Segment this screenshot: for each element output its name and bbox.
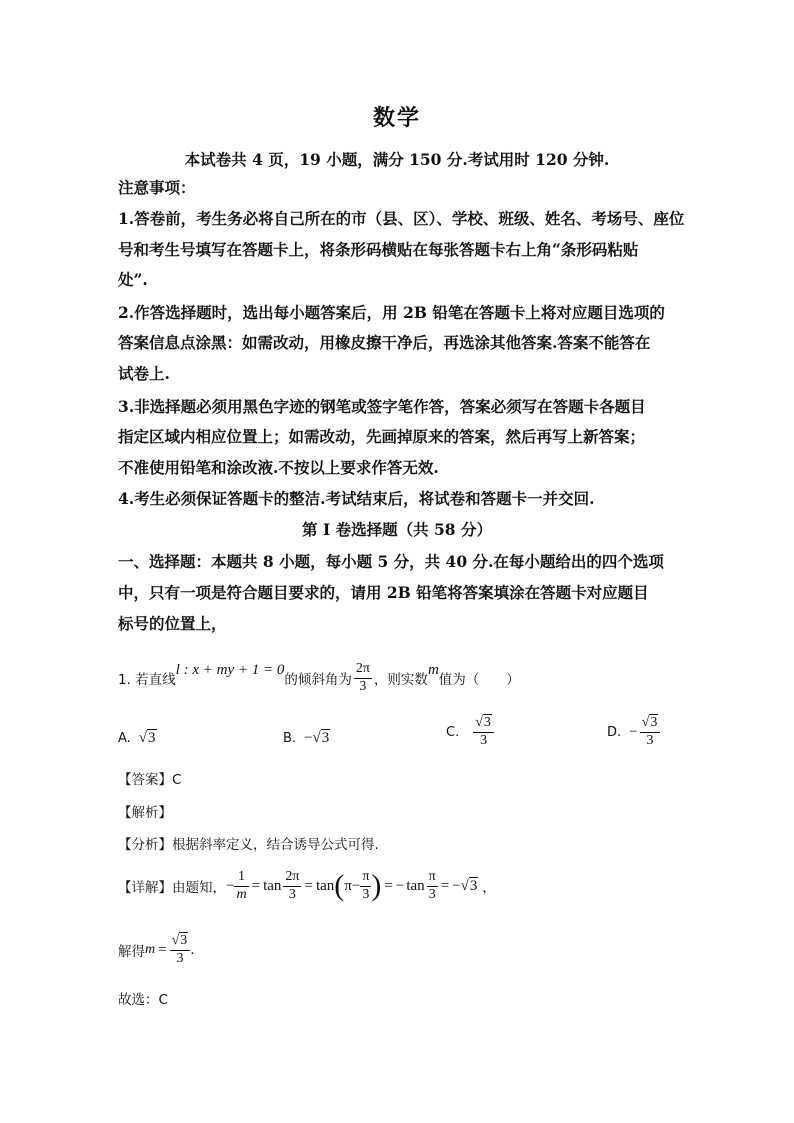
option-d xyxy=(607,710,660,754)
sqrt-symbol: √3 xyxy=(460,877,478,894)
fraction-pi-over-three xyxy=(360,869,371,902)
fraction-denominator: 3 xyxy=(283,886,301,903)
period: . xyxy=(190,942,195,958)
detail-equation xyxy=(118,862,496,910)
solve-var: m xyxy=(145,942,156,957)
sqrt-radicand: 3 xyxy=(650,715,658,731)
minus-sign: − xyxy=(395,877,405,894)
equals-sign: = xyxy=(304,877,313,894)
option-d-label: D. xyxy=(607,724,622,740)
option-b xyxy=(283,718,330,758)
equals-sign: = xyxy=(251,877,261,894)
notice-3-line-3: 不准使用铅笔和涂改液.不按以上要求作答无效. xyxy=(118,458,439,477)
sqrt-symbol: √3 xyxy=(312,729,330,746)
analysis-heading: 【解析】 xyxy=(118,805,172,821)
final-answer: 故选：C xyxy=(118,992,168,1008)
question-1-suffix-b: 值为（ ） xyxy=(438,672,520,688)
minus-sign: − xyxy=(304,729,313,746)
angle-numerator: 2π xyxy=(355,661,370,677)
page-title: 数学 xyxy=(372,105,421,131)
notice-2-line-1: 2.作答选择题时，选出每小题答案后，用 2B 铅笔在答题卡上将对应题目选项的 xyxy=(118,303,665,322)
fraction-two-pi-over-three xyxy=(283,869,301,902)
minus-sign: − xyxy=(452,877,461,894)
minus-sign: − xyxy=(629,723,638,740)
part1-line-3: 标号的位置上， xyxy=(118,614,227,633)
fraction-numerator: 1 xyxy=(238,869,246,885)
question-1-middle: 的倾斜角为 xyxy=(284,672,352,688)
sqrt-radicand: 3 xyxy=(148,729,156,746)
sqrt-symbol: √3 xyxy=(641,715,658,731)
option-b-label: B. xyxy=(283,730,297,746)
fraction-numerator xyxy=(170,933,191,949)
fraction-numerator xyxy=(473,715,494,731)
pi-symbol: π xyxy=(344,877,352,894)
fraction-denominator: 3 xyxy=(640,732,661,749)
answer: 【答案】C xyxy=(118,772,182,788)
option-c xyxy=(446,710,494,754)
fraction-denominator: m xyxy=(236,886,247,902)
right-paren: ) xyxy=(371,869,382,902)
equals-sign: = xyxy=(440,877,450,894)
question-1-line-equation: l : x + my + 1 = 0 xyxy=(175,661,285,678)
sqrt-symbol: √3 xyxy=(138,729,156,746)
question-1 xyxy=(118,648,520,708)
option-c-value xyxy=(473,715,494,748)
notice-1-line-3: 处”. xyxy=(118,270,148,289)
fraction-numerator: 2π xyxy=(285,869,300,885)
fraction-numerator: π xyxy=(362,869,370,885)
question-1-suffix-a: ，则实数 xyxy=(373,672,428,688)
left-paren: ( xyxy=(334,869,345,902)
minus-sign: − xyxy=(351,877,361,894)
option-a-value xyxy=(139,730,157,747)
part1-line-2: 中，只有一项是符合题目要求的，请用 2B 铅笔将答案填涂在答题卡对应题目 xyxy=(118,583,649,602)
notice-4-line-1: 4.考生必须保证答题卡的整洁.考试结束后，将试卷和答题卡一并交回. xyxy=(118,489,595,508)
option-a-label: A. xyxy=(118,730,131,746)
angle-denominator: 3 xyxy=(354,678,372,695)
sqrt-symbol: √3 xyxy=(171,933,188,949)
option-c-label: C. xyxy=(446,724,460,740)
comma: ， xyxy=(482,880,496,896)
equals-sign: = xyxy=(158,941,167,958)
section-title: 第 I 卷选择题（共 58 分） xyxy=(302,520,492,539)
part1-line-1: 一、选择题：本题共 8 小题，每小题 5 分，共 40 分.在每小题给出的四个选项 xyxy=(118,552,664,571)
detail-label: 【详解】由题知， xyxy=(118,880,226,896)
option-a xyxy=(118,718,157,758)
tan-function: tan xyxy=(406,877,425,894)
sqrt-radicand: 3 xyxy=(180,933,188,949)
notice-3-line-2: 指定区域内相应位置上；如需改动，先画掉原来的答案，然后再写上新答案； xyxy=(118,427,646,446)
sqrt-radicand: 3 xyxy=(483,715,491,731)
equals-sign: = xyxy=(384,877,393,894)
option-d-value xyxy=(640,715,661,748)
fraction-denominator: 3 xyxy=(473,732,494,749)
fraction-denominator: 3 xyxy=(170,950,191,967)
notice-1-line-1: 1.答卷前，考生务必将自己所在的市（县、区）、学校、班级、姓名、考场号、座位 xyxy=(118,209,685,228)
solve-label: 解得 xyxy=(118,944,145,960)
notice-2-line-3: 试卷上. xyxy=(118,364,170,383)
exam-subtitle: 本试卷共 4 页，19 小题，满分 150 分.考试用时 120 分钟. xyxy=(184,150,610,169)
sqrt-radicand: 3 xyxy=(321,729,330,746)
fraction-denominator: 3 xyxy=(360,886,371,903)
question-1-var: m xyxy=(427,661,439,678)
fraction-pi-over-three-2 xyxy=(427,869,438,902)
fraction-numerator: π xyxy=(428,869,436,885)
tan-function: tan xyxy=(315,877,335,894)
minus-sign: − xyxy=(226,877,235,894)
notice-3-line-1: 3.非选择题必须用黑色字迹的钢笔或签字笔作答，答案必须写在答题卡各题目 xyxy=(118,397,646,416)
question-1-angle xyxy=(354,661,372,694)
notice-1-line-2: 号和考生号填写在答题卡上，将条形码横贴在每张答题卡右上角“条形码粘贴 xyxy=(118,240,639,259)
sqrt-symbol: √3 xyxy=(475,715,491,731)
analysis-text: 【分析】根据斜率定义，结合诱导公式可得. xyxy=(118,837,379,853)
solve-value xyxy=(170,933,191,966)
option-b-value xyxy=(304,730,330,747)
fraction-numerator xyxy=(640,715,661,731)
tan-function: tan xyxy=(263,877,282,894)
question-1-prefix: 1. 若直线 xyxy=(118,672,176,688)
solve-line xyxy=(118,928,195,972)
sqrt-radicand: 3 xyxy=(469,877,478,894)
fraction-neg-inverse-m xyxy=(234,869,248,902)
fraction-denominator: 3 xyxy=(427,886,438,903)
notice-2-line-2: 答案信息点涂黑：如需改动，用橡皮擦干净后，再选涂其他答案.答案不能答在 xyxy=(118,333,651,352)
notice-heading: 注意事项： xyxy=(118,178,196,197)
